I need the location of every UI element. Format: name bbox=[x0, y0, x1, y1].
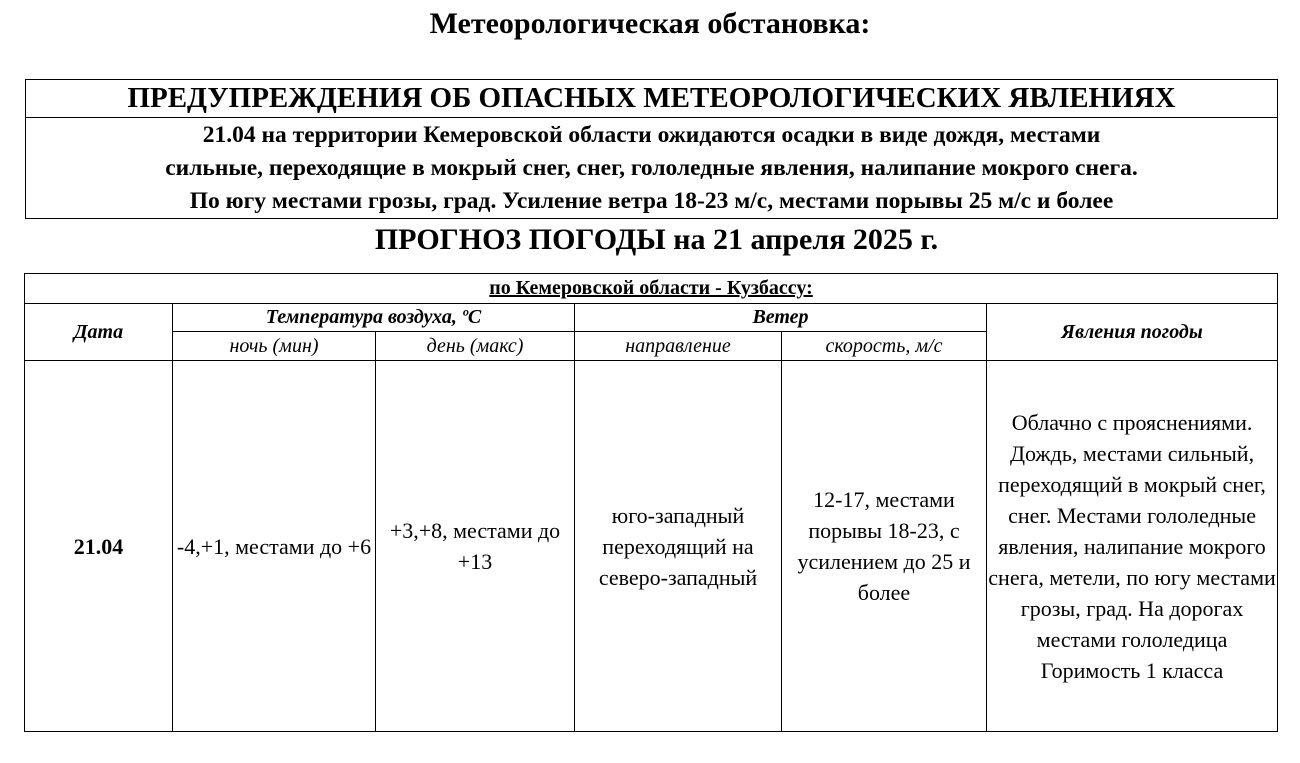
night-temp-cell: -4,+1, местами до +6 bbox=[173, 361, 376, 732]
warnings-line: По югу местами грозы, град. Усиление ветра 18-23 м/с, местами порывы 25 м/с и более bbox=[189, 188, 1114, 214]
warnings-line: 21.04 на территории Кемеровской области ожидаются осадки в виде дождя, местами bbox=[202, 122, 1101, 148]
date-cell: 21.04 bbox=[25, 361, 173, 732]
warnings-title: ПРЕДУПРЕЖДЕНИЯ ОБ ОПАСНЫХ МЕТЕОРОЛОГИЧЕСКИХ ЯВЛЕНИЯХ bbox=[26, 80, 1277, 118]
night-header: ночь (мин) bbox=[173, 332, 376, 361]
direction-header: направление bbox=[575, 332, 782, 361]
warnings-box bbox=[25, 79, 1278, 219]
forecast-table bbox=[24, 273, 1278, 732]
page-title: Метеорологическая обстановка: bbox=[429, 7, 871, 40]
warnings-text bbox=[26, 118, 1277, 218]
phenomena-cell: Облачно с прояснениями. Дождь, местами сильный, переходящий в мокрый снег, снег. Местами гололедные явления, налипание мокрого снега, метели, по югу местами грозы, град. На дорогах местами гололедица Горимость 1 класса bbox=[987, 361, 1278, 732]
wind-direction-cell: юго-западный переходящий на северо-западный bbox=[575, 361, 782, 732]
temperature-header: Температура воздуха, ºС bbox=[173, 304, 575, 332]
speed-header: скорость, м/с bbox=[782, 332, 987, 361]
wind-speed-cell: 12-17, местами порывы 18-23, с усилением до 25 и более bbox=[782, 361, 987, 732]
phenomena-header: Явления погоды bbox=[987, 304, 1278, 361]
date-header: Дата bbox=[25, 304, 173, 361]
table-row bbox=[25, 361, 1278, 732]
warnings-line: сильные, переходящие в мокрый снег, снег, гололедные явления, налипание мокрого снега. bbox=[165, 155, 1138, 181]
region-header: по Кемеровской области - Кузбассу: bbox=[25, 274, 1278, 304]
forecast-title: ПРОГНОЗ ПОГОДЫ на 21 апреля 2025 г. bbox=[374, 223, 939, 256]
wind-header: Ветер bbox=[575, 304, 987, 332]
day-header: день (макс) bbox=[376, 332, 575, 361]
day-temp-cell: +3,+8, местами до +13 bbox=[376, 361, 575, 732]
